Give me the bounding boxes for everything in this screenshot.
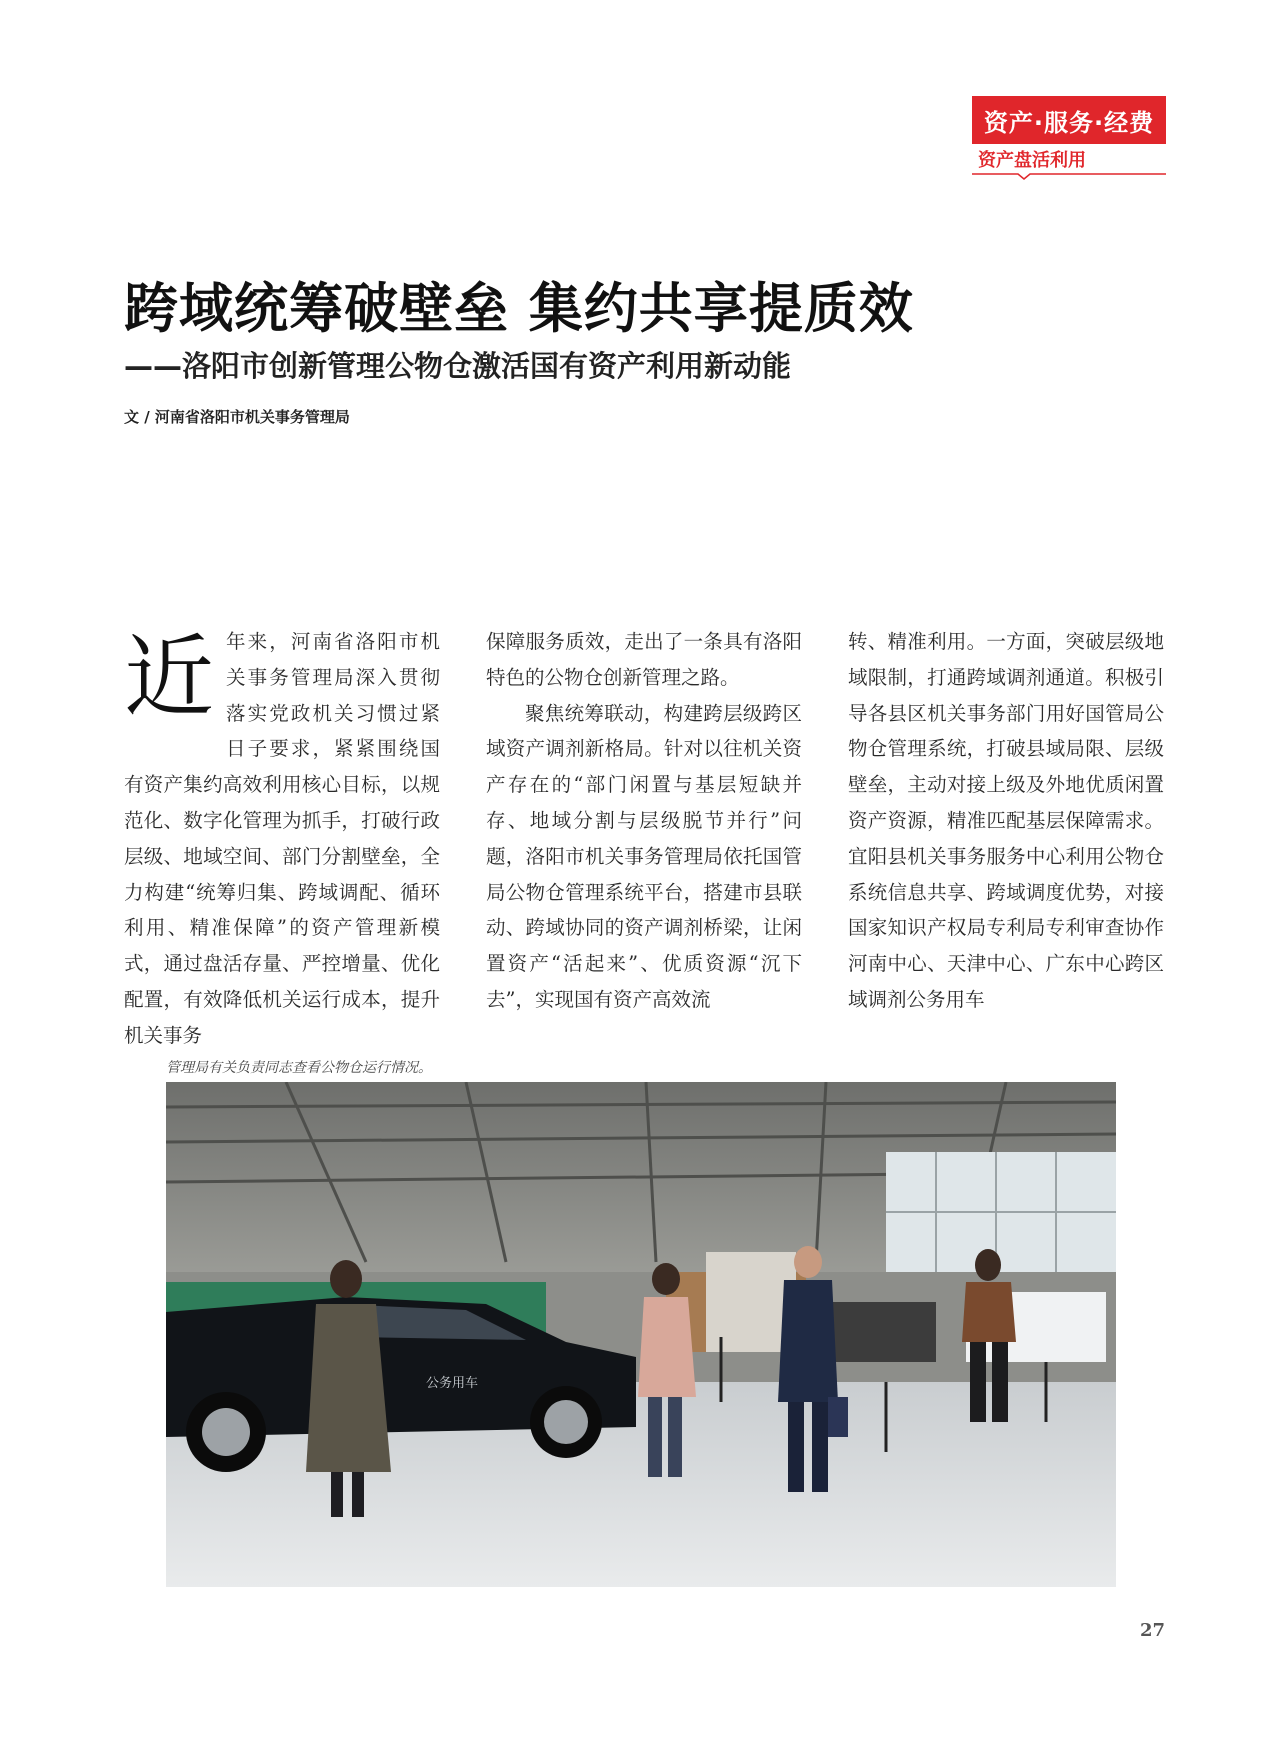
car-badge: 公务用车 (426, 1376, 479, 1391)
paragraph: 转、精准利用。一方面，突破层级地域限制，打通跨域调剂通道。积极引导各县区机关事务部门用好国管局公物仓管理系统，打破县域局限、层级壁垒，主动对接上级及外地优质闲置资产资源，精准匹配基层保障需求。宜阳县机关事务服务中心利用公物仓系统信息共享、跨域调度优势，对接国家知识产权局专利局专利审查协作河南中心、天津中心、广东中心跨区域调剂公务用车 (848, 630, 1164, 1011)
paragraph: 聚焦统筹联动，构建跨层级跨区域资产调剂新格局。针对以往机关资产存在的“部门闲置与基层短缺并存、地域分割与层级脱节并行”问题，洛阳市机关事务管理局依托国管局公物仓管理系统平台，搭建市县联动、跨域协同的资产调剂桥梁，让闲置资产“活起来”、优质资源“沉下去”，实现国有资产高效流 (486, 701, 802, 1011)
page-number: 27 (1140, 1620, 1166, 1641)
body-column-2 (486, 624, 802, 1018)
article-title: 跨域统筹破壁垒 集约共享提质效 (124, 277, 914, 340)
section-tag (972, 96, 1166, 178)
article-byline: 文 / 河南省洛阳市机关事务管理局 (124, 408, 350, 426)
article-subtitle: ——洛阳市创新管理公物仓激活国有资产利用新动能 (124, 349, 792, 383)
paragraph: 保障服务质效，走出了一条具有洛阳特色的公物仓创新管理之路。 (486, 630, 802, 689)
body-column-3 (848, 624, 1164, 1018)
warehouse-illustration (166, 1082, 1116, 1587)
section-subtag: 资产盘活利用 (978, 150, 1086, 171)
photo-caption: 管理局有关负责同志查看公物仓运行情况。 (166, 1060, 432, 1076)
warehouse-photo (166, 1082, 1116, 1587)
body-column-1 (124, 624, 440, 1054)
paragraph: 年来，河南省洛阳市机关事务管理局深入贯彻落实党政机关习惯过紧日子要求，紧紧围绕国有资产集约高效利用核心目标，以规范化、数字化管理为抓手，打破行政层级、地域空间、部门分割壁垒，全力构建“统筹归集、跨域调配、循环利用、精准保障”的资产管理新模式，通过盘活存量、严控增量、优化配置，有效降低机关运行成本，提升机关事务 (124, 630, 440, 1047)
section-underline (972, 170, 1166, 180)
section-tag-label: 资产·服务·经费 (972, 96, 1166, 144)
drop-cap: 近 (124, 625, 214, 730)
